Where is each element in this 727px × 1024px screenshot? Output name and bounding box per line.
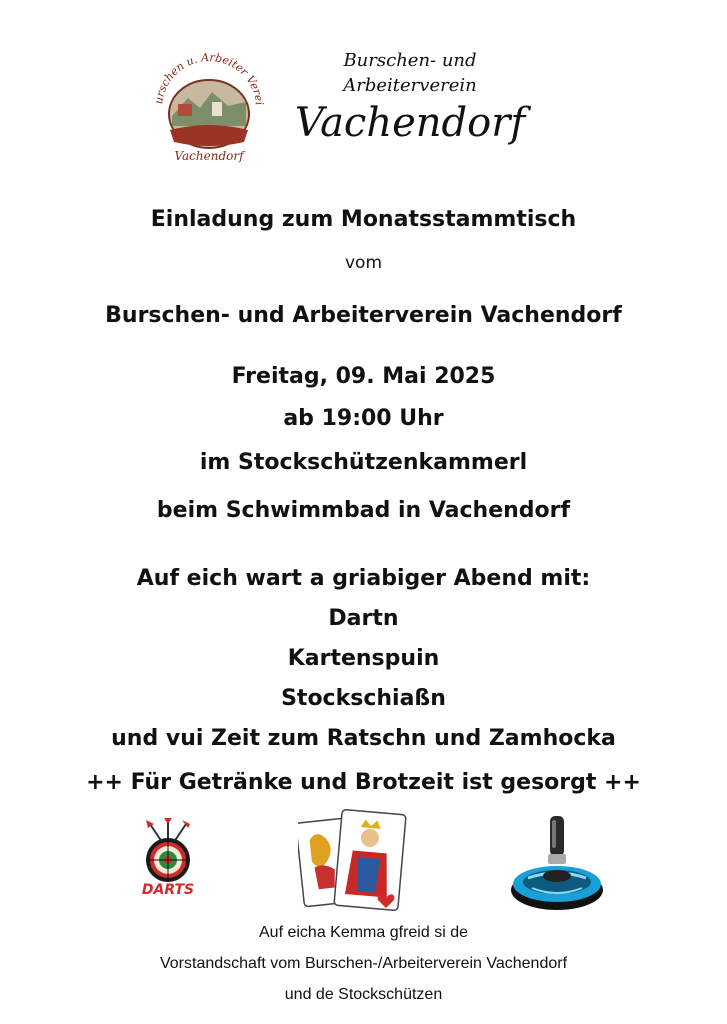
catering-note: ++ Für Getränke und Brotzeit ist gesorgt ++ xyxy=(86,770,641,795)
program-item: Kartenspuin xyxy=(287,646,440,671)
invitation-club: Burschen- und Arbeiterverein Vachendorf xyxy=(105,303,622,328)
eisstock-illustration xyxy=(508,812,606,916)
event-date: Freitag, 09. Mai 2025 xyxy=(231,364,496,389)
program-item: und vui Zeit zum Ratschn und Zamhocka xyxy=(111,726,616,751)
program-item: Stockschiaßn xyxy=(281,686,446,711)
footer-line2: Vorstandschaft vom Burschen-/Arbeiterverein Vachendorf xyxy=(159,955,568,972)
invitation-from-word: vom xyxy=(344,253,383,273)
org-name-heading: Vachendorf xyxy=(294,100,526,146)
club-crest-logo xyxy=(148,46,270,168)
footer-line1: Auf eicha Kemma gfreid si de xyxy=(259,924,468,941)
event-time: ab 19:00 Uhr xyxy=(283,406,444,431)
darts-label: DARTS xyxy=(141,882,195,898)
org-subtitle-line2: Arbeiterverein xyxy=(343,75,477,96)
org-subtitle-line1: Burschen- und xyxy=(343,50,477,71)
crest-arc-text: urschen u. Arbeiter Verei xyxy=(152,50,266,106)
event-place: im Stockschützenkammerl xyxy=(199,450,528,475)
crest-bottom-text: Vachendorf xyxy=(174,149,244,163)
program-item: Dartn xyxy=(328,606,399,631)
event-location: beim Schwimmbad in Vachendorf xyxy=(156,498,571,523)
darts-illustration xyxy=(132,818,204,898)
invitation-title: Einladung zum Monatsstammtisch xyxy=(150,207,577,232)
program-intro: Auf eich wart a griabiger Abend mit: xyxy=(136,566,591,591)
footer-line3: und de Stockschützen xyxy=(284,986,443,1003)
playing-cards-illustration xyxy=(298,808,410,916)
